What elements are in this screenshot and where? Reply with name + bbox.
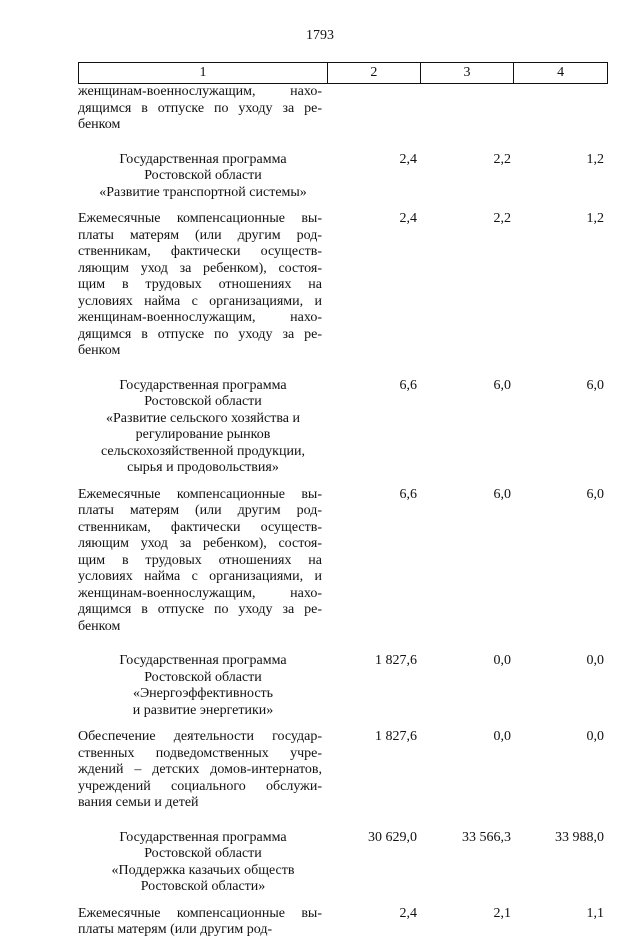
text-line: условиях найма с организациями, и	[78, 569, 322, 584]
text-line: сырья и продовольствия»	[127, 460, 279, 475]
text-line: бенком	[78, 618, 121, 634]
text-line: дящимся в отпуске по уходу за ре-	[78, 326, 322, 342]
text-line: ственникам, фактически осуществ-	[78, 244, 322, 259]
value-col-3: 2,2	[493, 211, 511, 226]
text-line: Ростовской области	[144, 394, 262, 409]
text-line: «Развитие транспортной системы»	[99, 184, 307, 200]
table-header	[78, 62, 608, 84]
value-col-3: 0,0	[493, 729, 511, 744]
text-line: Ростовской области»	[140, 879, 266, 894]
text-line: женщинам-военнослужащим, нахо-	[78, 310, 322, 325]
value-col-3: 6,0	[493, 377, 511, 393]
value-col-4: 6,0	[586, 377, 604, 393]
text-line: «Энергоэффективность	[132, 686, 274, 701]
text-line: Ежемесячные компенсационные вы-	[78, 905, 322, 921]
text-line: «Развитие сельского хозяйства и	[105, 410, 301, 426]
value-col-4: 6,0	[586, 486, 604, 502]
expense-row	[78, 211, 608, 360]
value-col-2: 2,4	[399, 905, 417, 921]
value-col-4: 1,2	[586, 211, 604, 226]
expense-row	[78, 729, 608, 812]
value-col-2: 1 827,6	[375, 729, 417, 744]
text-line: учреждений социального обслужи-	[78, 778, 322, 794]
value-col-2: 30 629,0	[368, 829, 417, 845]
text-line: Ростовской области	[144, 669, 262, 685]
value-col-4: 0,0	[586, 729, 604, 744]
text-line: ственникам, фактически осуществ-	[78, 519, 322, 535]
text-line: дящимся в отпуске по уходу за ре-	[78, 602, 322, 617]
expense-description	[78, 84, 328, 134]
program-title	[78, 653, 328, 719]
text-line: и развитие энергетики»	[132, 702, 274, 718]
expense-description	[78, 729, 328, 812]
text-line: ждений – детских домов-интернатов,	[78, 762, 322, 777]
value-col-3	[421, 84, 515, 134]
text-line: женщинам-военнослужащим, нахо-	[78, 84, 322, 99]
text-line: ляющим уход за ребенком), состоя-	[78, 260, 322, 276]
text-line: Обеспечение деятельности государ-	[78, 729, 322, 744]
value-col-2: 2,4	[399, 151, 417, 167]
value-col-3: 6,0	[493, 486, 511, 502]
text-line: регулирование рынков	[135, 427, 271, 442]
text-line: Ежемесячные компенсационные вы-	[78, 486, 322, 502]
program-row	[78, 830, 608, 896]
page-number: 1793	[306, 28, 334, 43]
value-col-4: 1,1	[586, 905, 604, 921]
value-col-2: 1 827,6	[375, 653, 417, 668]
text-line: дящимся в отпуске по уходу за ре-	[78, 100, 322, 116]
text-line: платы матерям (или другим род-	[78, 922, 273, 937]
program-title	[78, 378, 328, 477]
value-col-4: 1,2	[586, 151, 604, 167]
text-line: ляющим уход за ребенком), состоя-	[78, 536, 322, 551]
value-col-2: 6,6	[399, 377, 417, 393]
text-line: ственных подведомственных учре-	[78, 745, 322, 761]
text-line: сельскохозяйственной продукции,	[101, 443, 305, 459]
text-line: вания семьи и детей	[78, 795, 199, 810]
text-line: бенком	[78, 117, 121, 132]
text-line: щим в трудовых отношениях на	[78, 552, 322, 568]
header-col-3: 3	[421, 63, 515, 83]
text-line: Государственная программа	[119, 829, 287, 845]
value-col-3: 0,0	[493, 653, 511, 668]
value-col-3: 2,2	[493, 151, 511, 167]
value-col-2	[328, 84, 421, 134]
text-line: платы матерям (или другим род-	[78, 227, 322, 243]
text-line: Государственная программа	[119, 653, 287, 668]
value-col-2: 6,6	[399, 486, 417, 502]
value-col-4: 33 988,0	[555, 829, 604, 845]
program-row	[78, 152, 608, 202]
program-row	[78, 378, 608, 477]
header-col-4: 4	[557, 65, 565, 80]
text-line: щим в трудовых отношениях на	[78, 277, 322, 292]
header-col-1: 1	[79, 63, 328, 83]
table-body	[78, 84, 608, 939]
expense-description	[78, 906, 328, 939]
value-col-4	[515, 84, 608, 134]
text-line: Ростовской области	[144, 168, 262, 183]
text-line: Ежемесячные компенсационные вы-	[78, 211, 322, 226]
value-col-2: 2,4	[399, 211, 417, 226]
text-line: «Поддержка казачьих обществ	[111, 862, 295, 878]
program-title	[78, 152, 328, 202]
expense-description	[78, 487, 328, 636]
expense-row	[78, 906, 608, 939]
value-col-4: 0,0	[586, 653, 604, 668]
expense-row	[78, 84, 608, 134]
expense-description	[78, 211, 328, 360]
text-line: условиях найма с организациями, и	[78, 293, 322, 309]
value-col-3: 33 566,3	[462, 829, 511, 845]
text-line: Ростовской области	[144, 846, 262, 861]
text-line: платы матерям (или другим род-	[78, 503, 322, 518]
header-col-2: 2	[328, 63, 421, 83]
program-row	[78, 653, 608, 719]
text-line: Государственная программа	[119, 151, 287, 167]
program-title	[78, 830, 328, 896]
text-line: женщинам-военнослужащим, нахо-	[78, 585, 322, 601]
text-line: Государственная программа	[119, 377, 287, 393]
text-line: бенком	[78, 343, 121, 358]
value-col-3: 2,1	[493, 905, 511, 921]
expense-row	[78, 487, 608, 636]
